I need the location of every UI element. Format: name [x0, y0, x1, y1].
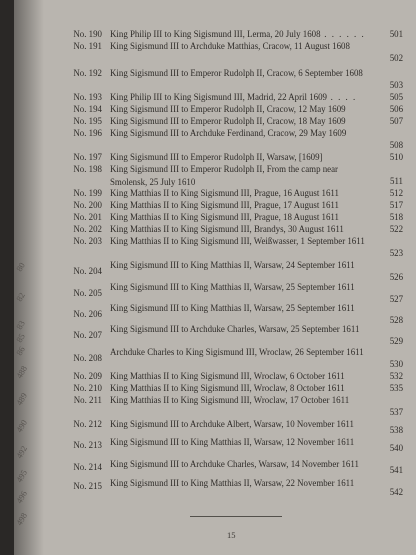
- toc-entry: [58, 281, 403, 304]
- page-reference: 538: [389, 425, 403, 435]
- letter-number: No. 215: [73, 481, 102, 491]
- bleed-through-number: 488: [14, 363, 30, 380]
- letter-title: King Sigismund III to Archduke Matthias, Cracow, 11 August 1608: [110, 41, 350, 51]
- letter-title: King Sigismund III to Emperor Rudolph II, From the camp near Smolensk, 25 July 1610: [110, 164, 338, 187]
- letter-number: No. 205: [73, 288, 102, 298]
- page-reference: 517: [389, 200, 403, 210]
- toc-entry: [58, 187, 403, 200]
- bleed-through-number: 490: [14, 417, 30, 434]
- toc-entry: [58, 91, 403, 104]
- toc-entry: [58, 28, 403, 41]
- bleed-through-number: 82: [14, 290, 27, 303]
- page-reference: 506: [389, 104, 403, 114]
- letter-title: King Sigismund III to Emperor Rudolph II, Cracow, 12 May 1609: [110, 104, 346, 114]
- page-reference: 522: [389, 224, 403, 234]
- letter-number: No. 204: [73, 266, 102, 276]
- toc-entry: [58, 302, 403, 325]
- letter-number: No. 200: [73, 200, 102, 210]
- letter-title: King Sigismund III to King Matthias II, Warsaw, 25 September 1611: [110, 282, 355, 292]
- letter-title: King Philip III to King Sigismund III, Lerma, 20 July 1608: [110, 29, 321, 39]
- page-reference: 530: [389, 359, 403, 369]
- letter-title: King Sigismund III to Archduke Charles, Warsaw, 25 September 1611: [110, 324, 360, 334]
- letter-number: No. 212: [73, 419, 102, 429]
- page-reference: 508: [389, 140, 403, 150]
- letter-number: No. 194: [73, 104, 102, 114]
- page-reference: 512: [389, 188, 403, 198]
- letter-number: No. 191: [73, 41, 102, 51]
- bleed-through-number: 83: [14, 318, 27, 331]
- letter-number: No. 196: [73, 128, 102, 138]
- letter-title: King Matthias II to King Sigismund III, Brandys, 30 August 1611: [110, 224, 344, 234]
- toc-entry: [58, 436, 403, 453]
- letter-title: King Matthias II to King Sigismund III, Weißwasser, 1 September 1611: [110, 236, 365, 246]
- toc-entry: [58, 40, 403, 63]
- letter-title: King Matthias II to King Sigismund III, Wroclaw, 8 October 1611: [110, 383, 345, 393]
- bleed-through-number: 495: [14, 467, 30, 484]
- bleed-through-number: 492: [14, 443, 30, 460]
- bleed-through-number: 86: [14, 344, 27, 357]
- leader-dots: . . . .: [326, 92, 357, 102]
- bleed-through-number: 489: [14, 390, 30, 407]
- toc-entry: [58, 346, 403, 369]
- page-reference: 502: [389, 53, 403, 63]
- letter-title: King Matthias II to King Sigismund III, Wroclaw, 17 October 1611: [110, 395, 350, 405]
- page-reference: 528: [389, 315, 403, 325]
- document-page: [14, 0, 416, 555]
- toc-entry: [58, 151, 403, 164]
- letter-number: No. 209: [73, 371, 102, 381]
- page-reference: 505: [389, 92, 403, 102]
- letter-title: King Sigismund III to King Matthias II, Warsaw, 24 September 1611: [110, 260, 355, 270]
- toc-entry: [58, 67, 403, 90]
- letter-number: No. 207: [73, 330, 102, 340]
- letter-number: No. 213: [73, 440, 102, 450]
- letter-title: King Sigismund III to Archduke Charles, Warsaw, 14 November 1611: [110, 459, 359, 469]
- letter-number: No. 211: [73, 395, 102, 405]
- page-reference: 541: [389, 465, 403, 475]
- letter-number: No. 190: [73, 29, 102, 39]
- letter-title: King Sigismund III to King Matthias II, Warsaw, 12 November 1611: [110, 437, 355, 447]
- letter-title: King Sigismund III to Archduke Albert, Warsaw, 10 November 1611: [110, 419, 354, 429]
- toc-entry: [58, 323, 403, 346]
- letter-title: King Philip III to King Sigismund III, Madrid, 22 April 1609: [110, 92, 327, 102]
- letter-number: No. 214: [73, 462, 102, 472]
- bleed-through-number: 80: [14, 260, 27, 273]
- page-reference: 540: [389, 443, 403, 453]
- toc-entry: [58, 211, 403, 224]
- page-reference: 510: [389, 152, 403, 162]
- toc-entry: [58, 477, 403, 497]
- toc-entry: [58, 418, 403, 435]
- page-reference: 523: [389, 248, 403, 258]
- page-reference: 532: [389, 371, 403, 381]
- page-reference: 526: [389, 272, 403, 282]
- bleed-through-number: 498: [14, 510, 30, 527]
- toc-entry: [58, 259, 403, 282]
- leader-dots: . . . . . .: [320, 29, 366, 39]
- toc-entry: [58, 394, 403, 417]
- toc-entry: [58, 370, 403, 383]
- toc-entry: [58, 115, 403, 128]
- letter-number: No. 193: [73, 92, 102, 102]
- toc-entry: [58, 382, 403, 395]
- letter-number: No. 197: [73, 152, 102, 162]
- letter-number: No. 199: [73, 188, 102, 198]
- letter-number: No. 202: [73, 224, 102, 234]
- toc-entry: [58, 127, 403, 150]
- letter-number: No. 195: [73, 116, 102, 126]
- letter-number: No. 206: [73, 309, 102, 319]
- bleed-through-number: 496: [14, 488, 30, 505]
- bleed-through-number: 85: [14, 331, 27, 344]
- page-reference: 537: [389, 407, 403, 417]
- letter-title: King Matthias II to King Sigismund III, Prague, 17 August 1611: [110, 200, 339, 210]
- page-reference: 529: [389, 336, 403, 346]
- page-reference: 507: [389, 116, 403, 126]
- letter-number: No. 201: [73, 212, 102, 222]
- letter-title: King Sigismund III to King Matthias II, Warsaw, 25 September 1611: [110, 303, 355, 313]
- page-reference: 527: [389, 294, 403, 304]
- toc-entry: [58, 199, 403, 212]
- toc-entry: [58, 223, 403, 236]
- toc-entry: [58, 458, 403, 475]
- footer-rule: [190, 516, 282, 517]
- letter-title: King Sigismund III to King Matthias II, Warsaw, 22 November 1611: [110, 478, 355, 488]
- toc-entry: [58, 235, 403, 258]
- toc-entry: [58, 103, 403, 116]
- toc-entry: [58, 163, 403, 188]
- letter-title: Archduke Charles to King Sigismund III, Wroclaw, 26 September 1611: [110, 347, 364, 357]
- letter-title: King Matthias II to King Sigismund III, Prague, 18 August 1611: [110, 212, 339, 222]
- letter-title: King Sigismund III to Archduke Ferdinand, Cracow, 29 May 1609: [110, 128, 347, 138]
- page-reference: 511: [390, 176, 403, 186]
- letter-title: King Matthias II to King Sigismund III, Wroclaw, 6 October 1611: [110, 371, 345, 381]
- letter-number: No. 192: [73, 68, 102, 78]
- letter-title: King Sigismund III to Emperor Rudolph II, Cracow, 6 September 1608: [110, 68, 363, 78]
- page-reference: 542: [389, 487, 403, 497]
- letter-title: King Sigismund III to Emperor Rudolph II, Cracow, 18 May 1609: [110, 116, 346, 126]
- letter-number: No. 198: [73, 164, 102, 174]
- letter-number: No. 210: [73, 383, 102, 393]
- page-reference: 503: [389, 80, 403, 90]
- letter-title: King Sigismund III to Emperor Rudolph II, Warsaw, [1609]: [110, 152, 323, 162]
- page-reference: 518: [389, 212, 403, 222]
- page-reference: 501: [389, 29, 403, 39]
- page-number: 15: [227, 530, 236, 540]
- letter-number: No. 203: [73, 236, 102, 246]
- page-reference: 535: [389, 383, 403, 393]
- letter-title: King Matthias II to King Sigismund III, Prague, 16 August 1611: [110, 188, 339, 198]
- letter-number: No. 208: [73, 353, 102, 363]
